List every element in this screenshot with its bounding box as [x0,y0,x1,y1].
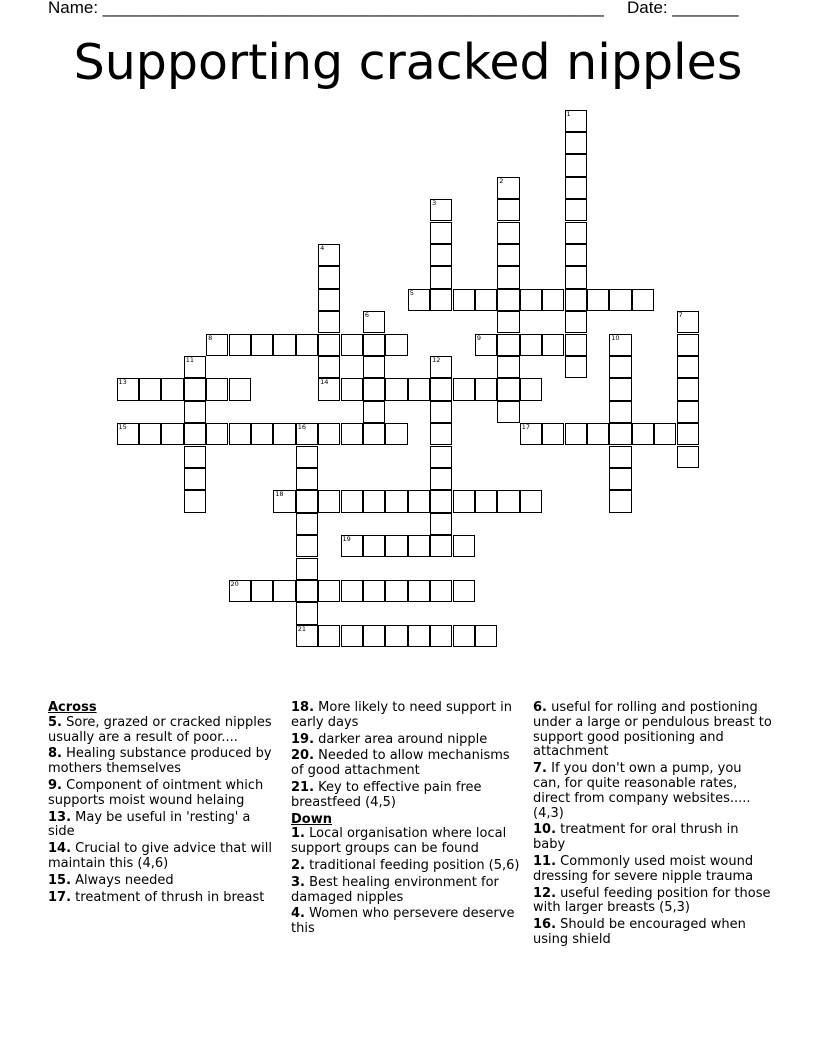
grid-cell[interactable] [229,378,251,400]
grid-cell[interactable] [206,334,228,356]
grid-cell[interactable] [161,423,183,445]
clue-number: 14 [320,378,329,387]
grid-cell[interactable] [273,580,295,602]
clue-number-label: 2. [291,857,305,873]
grid-cell[interactable] [408,580,430,602]
grid-cell[interactable] [475,625,497,647]
clue-number-label: 11. [533,853,557,869]
grid-cell[interactable] [273,423,295,445]
grid-cell[interactable] [363,423,385,445]
clue-text: Needed to allow mechanisms of good attachment [291,748,510,779]
clue-item [291,749,523,779]
clue-item [48,891,280,906]
grid-cell[interactable] [565,110,587,132]
grid-cell[interactable] [363,378,385,400]
clue-number-label: 20. [291,748,315,764]
clue-number-label: 5. [48,714,62,730]
grid-cell[interactable] [677,356,699,378]
grid-cell[interactable] [296,558,318,580]
clue-text: Women who persevere deserve this [291,906,515,937]
clue-text: Crucial to give advice that will maintain this (4,6) [48,841,272,871]
clue-item [291,876,523,906]
grid-cell[interactable] [296,535,318,557]
grid-cell[interactable] [520,423,542,445]
clue-number-label: 14. [48,841,72,857]
clue-item [291,907,523,937]
clue-item [48,811,280,841]
clue-number: 16 [297,423,306,432]
grid-cell[interactable] [385,535,407,557]
grid-cell[interactable] [609,401,631,423]
grid-cell[interactable] [565,222,587,244]
grid-cell[interactable] [363,334,385,356]
grid-cell[interactable] [565,177,587,199]
grid-cell[interactable] [565,289,587,311]
grid-cell[interactable] [117,423,139,445]
grid-cell[interactable] [497,311,519,333]
clue-number-label: 1. [291,826,305,842]
clue-column-3 [533,701,773,950]
clue-number-label: 9. [48,777,62,793]
clue-number-label: 6. [533,700,547,715]
grid-cell[interactable] [296,625,318,647]
clue-number: 18 [275,490,284,499]
grid-cell[interactable] [229,334,251,356]
clue-item [48,716,280,746]
clue-column-1 [48,701,280,907]
grid-cell[interactable] [318,423,340,445]
clue-number: 19 [342,535,351,544]
grid-cell[interactable] [430,580,452,602]
grid-cell[interactable] [184,401,206,423]
grid-cell[interactable] [363,625,385,647]
clue-number-label: 21. [291,779,315,795]
clue-number-label: 4. [291,906,305,922]
grid-cell[interactable] [475,289,497,311]
clue-text: More likely to need support in early days [291,700,512,730]
grid-cell[interactable] [475,378,497,400]
clue-text: Sore, grazed or cracked nipples usually are a result of poor.... [48,714,272,745]
grid-cell[interactable] [184,468,206,490]
grid-cell[interactable] [587,423,609,445]
clue-item [291,701,523,731]
grid-cell[interactable] [497,401,519,423]
grid-cell[interactable] [453,625,475,647]
clue-number-label: 19. [291,731,315,747]
clue-text: Should be encouraged when using shield [533,917,746,947]
grid-cell[interactable] [520,378,542,400]
grid-cell[interactable] [497,490,519,512]
grid-cell[interactable] [296,580,318,602]
grid-cell[interactable] [677,446,699,468]
grid-cell[interactable] [565,311,587,333]
grid-cell[interactable] [341,625,363,647]
grid-cell[interactable] [609,490,631,512]
grid-cell[interactable] [184,423,206,445]
grid-cell[interactable] [453,580,475,602]
clue-text: Commonly used moist wound dressing for severe nipple trauma [533,853,754,884]
clue-text: Healing substance produced by mothers themselves [48,746,272,777]
clue-number-label: 8. [48,746,62,762]
clue-text: useful feeding position for those with larger breasts (5,3) [533,885,771,916]
grid-cell[interactable] [385,580,407,602]
grid-cell[interactable] [497,378,519,400]
grid-cell[interactable] [430,490,452,512]
grid-cell[interactable] [296,602,318,624]
grid-cell[interactable] [273,490,295,512]
clue-number: 7 [678,311,683,320]
clue-number-label: 16. [533,917,557,933]
grid-cell[interactable] [677,423,699,445]
grid-cell[interactable] [251,423,273,445]
grid-cell[interactable] [318,356,340,378]
clue-number-label: 18. [291,700,315,715]
grid-cell[interactable] [475,490,497,512]
grid-cell[interactable] [475,334,497,356]
grid-cell[interactable] [430,378,452,400]
grid-cell[interactable] [430,423,452,445]
grid-cell[interactable] [318,625,340,647]
grid-cell[interactable] [341,580,363,602]
grid-cell[interactable] [609,446,631,468]
grid-cell[interactable] [385,378,407,400]
grid-cell[interactable] [430,356,452,378]
grid-cell[interactable] [385,625,407,647]
grid-cell[interactable] [609,356,631,378]
clue-text: May be useful in 'resting' a side [48,809,251,840]
grid-cell[interactable] [318,334,340,356]
clue-item [48,779,280,809]
grid-cell[interactable] [565,356,587,378]
grid-cell[interactable] [206,378,228,400]
clue-number: 13 [118,378,127,387]
clue-number: 10 [611,333,620,342]
grid-cell[interactable] [408,625,430,647]
grid-cell[interactable] [609,423,631,445]
grid-cell[interactable] [229,580,251,602]
grid-cell[interactable] [565,423,587,445]
grid-cell[interactable] [341,378,363,400]
grid-cell[interactable] [408,535,430,557]
grid-cell[interactable] [565,132,587,154]
grid-cell[interactable] [609,378,631,400]
down-heading: Down [291,811,332,827]
grid-cell[interactable] [296,423,318,445]
clue-number-label: 15. [48,872,72,888]
grid-cell[interactable] [296,446,318,468]
grid-cell[interactable] [430,535,452,557]
clue-number: 4 [320,243,325,252]
clue-number: 6 [364,311,370,320]
clue-text: Component of ointment which supports moist wound helaing [48,777,264,808]
grid-cell[interactable] [565,199,587,221]
grid-cell[interactable] [430,289,452,311]
grid-cell[interactable] [363,490,385,512]
grid-cell[interactable] [542,334,564,356]
clue-number: 2 [499,176,504,185]
grid-cell[interactable] [408,289,430,311]
grid-cell[interactable] [341,535,363,557]
clue-number-label: 3. [291,874,305,890]
grid-cell[interactable] [296,468,318,490]
grid-cell[interactable] [654,423,676,445]
grid-cell[interactable] [385,423,407,445]
grid-cell[interactable] [497,199,519,221]
name-field: Name: _____________________________________________________ [48,0,604,17]
grid-cell[interactable] [430,625,452,647]
grid-cell[interactable] [139,378,161,400]
grid-cell[interactable] [430,513,452,535]
clue-item [533,762,773,821]
grid-cell[interactable] [341,334,363,356]
grid-cell[interactable] [296,513,318,535]
clue-item [48,842,280,872]
grid-cell[interactable] [318,289,340,311]
clue-number: 3 [432,199,437,208]
grid-cell[interactable] [430,468,452,490]
grid-cell[interactable] [609,468,631,490]
grid-cell[interactable] [206,423,228,445]
clue-number: 9 [476,333,482,342]
grid-cell[interactable] [296,334,318,356]
grid-cell[interactable] [565,154,587,176]
grid-cell[interactable] [453,378,475,400]
grid-cell[interactable] [587,289,609,311]
grid-cell[interactable] [430,266,452,288]
grid-cell[interactable] [542,289,564,311]
grid-cell[interactable] [677,401,699,423]
grid-cell[interactable] [430,222,452,244]
grid-cell[interactable] [229,423,251,445]
grid-cell[interactable] [318,266,340,288]
clue-item [533,887,773,917]
clue-item [291,827,523,857]
grid-cell[interactable] [251,580,273,602]
grid-cell[interactable] [677,311,699,333]
grid-cell[interactable] [565,244,587,266]
clue-item [291,733,523,748]
grid-cell[interactable] [408,378,430,400]
clue-number: 15 [118,423,127,432]
clue-number-label: 13. [48,809,72,825]
grid-cell[interactable] [430,244,452,266]
clue-number: 21 [297,624,306,633]
grid-cell[interactable] [565,334,587,356]
clue-item [533,701,773,760]
grid-cell[interactable] [296,490,318,512]
grid-cell[interactable] [453,535,475,557]
grid-cell[interactable] [497,244,519,266]
grid-cell[interactable] [363,356,385,378]
clue-item [533,823,773,853]
clue-number: 12 [432,355,441,364]
clue-text: darker area around nipple [314,731,488,747]
grid-cell[interactable] [251,334,273,356]
grid-cell[interactable] [408,490,430,512]
clue-item [48,747,280,777]
grid-cell[interactable] [430,401,452,423]
grid-cell[interactable] [677,378,699,400]
grid-cell[interactable] [139,423,161,445]
clue-number: 11 [185,355,194,364]
grid-cell[interactable] [677,334,699,356]
clue-text: useful for rolling and postioning under a large or pendulous breast to support good positioning and attachment [533,700,772,760]
across-heading: Across [48,700,97,715]
puzzle-title: Supporting cracked nipples [73,34,743,91]
grid-cell[interactable] [520,490,542,512]
grid-cell[interactable] [318,378,340,400]
grid-cell[interactable] [184,490,206,512]
clue-text: If you don't own a pump, you can, for quite reasonable rates, direct from company websites.....(4,3) [533,761,751,821]
grid-cell[interactable] [363,535,385,557]
grid-cell[interactable] [497,356,519,378]
grid-cell[interactable] [363,401,385,423]
clue-number: 8 [208,333,213,342]
grid-cell[interactable] [318,244,340,266]
clue-text: Best healing environment for damaged nipples [291,874,499,905]
grid-cell[interactable] [542,423,564,445]
clue-item [291,859,523,874]
clue-text: treatment for oral thrush in baby [533,822,739,853]
grid-cell[interactable] [363,311,385,333]
grid-cell[interactable] [453,490,475,512]
grid-cell[interactable] [341,423,363,445]
grid-cell[interactable] [497,177,519,199]
grid-cell[interactable] [520,289,542,311]
grid-cell[interactable] [184,378,206,400]
clue-number-label: 12. [533,885,557,901]
clue-item [533,855,773,885]
grid-cell[interactable] [385,334,407,356]
clue-item [48,874,280,889]
grid-cell[interactable] [609,289,631,311]
clue-text: traditional feeding position (5,6) [304,857,520,873]
grid-cell[interactable] [497,289,519,311]
clue-item [291,781,523,811]
grid-cell[interactable] [520,334,542,356]
grid-cell[interactable] [430,199,452,221]
grid-cell[interactable] [184,356,206,378]
clue-number: 5 [409,288,414,297]
grid-cell[interactable] [385,490,407,512]
grid-cell[interactable] [273,334,295,356]
grid-cell[interactable] [609,334,631,356]
clue-number: 17 [521,423,530,432]
clue-text: Local organisation where local support groups can be found [291,826,507,857]
grid-cell[interactable] [430,446,452,468]
grid-cell[interactable] [453,289,475,311]
grid-cell[interactable] [497,334,519,356]
clue-number-label: 10. [533,822,557,838]
grid-cell[interactable] [497,222,519,244]
grid-cell[interactable] [161,378,183,400]
clue-number: 1 [566,109,571,118]
clue-number-label: 7. [533,761,547,777]
grid-cell[interactable] [318,580,340,602]
clue-text: Key to effective pain free breastfeed (4,5) [291,779,482,810]
date-field: Date: _______ [627,0,739,17]
grid-cell[interactable] [632,289,654,311]
grid-cell[interactable] [497,266,519,288]
grid-cell[interactable] [318,311,340,333]
clue-text: treatment of thrush in breast [71,889,265,905]
clue-number: 20 [230,579,239,588]
grid-cell[interactable] [184,446,206,468]
clue-number-label: 17. [48,889,72,905]
clue-column-2 [291,701,523,939]
grid-cell[interactable] [632,423,654,445]
grid-cell[interactable] [341,490,363,512]
grid-cell[interactable] [565,266,587,288]
grid-cell[interactable] [318,490,340,512]
grid-cell[interactable] [117,378,139,400]
grid-cell[interactable] [363,580,385,602]
clue-item [533,918,773,948]
clue-text: Always needed [71,872,174,888]
